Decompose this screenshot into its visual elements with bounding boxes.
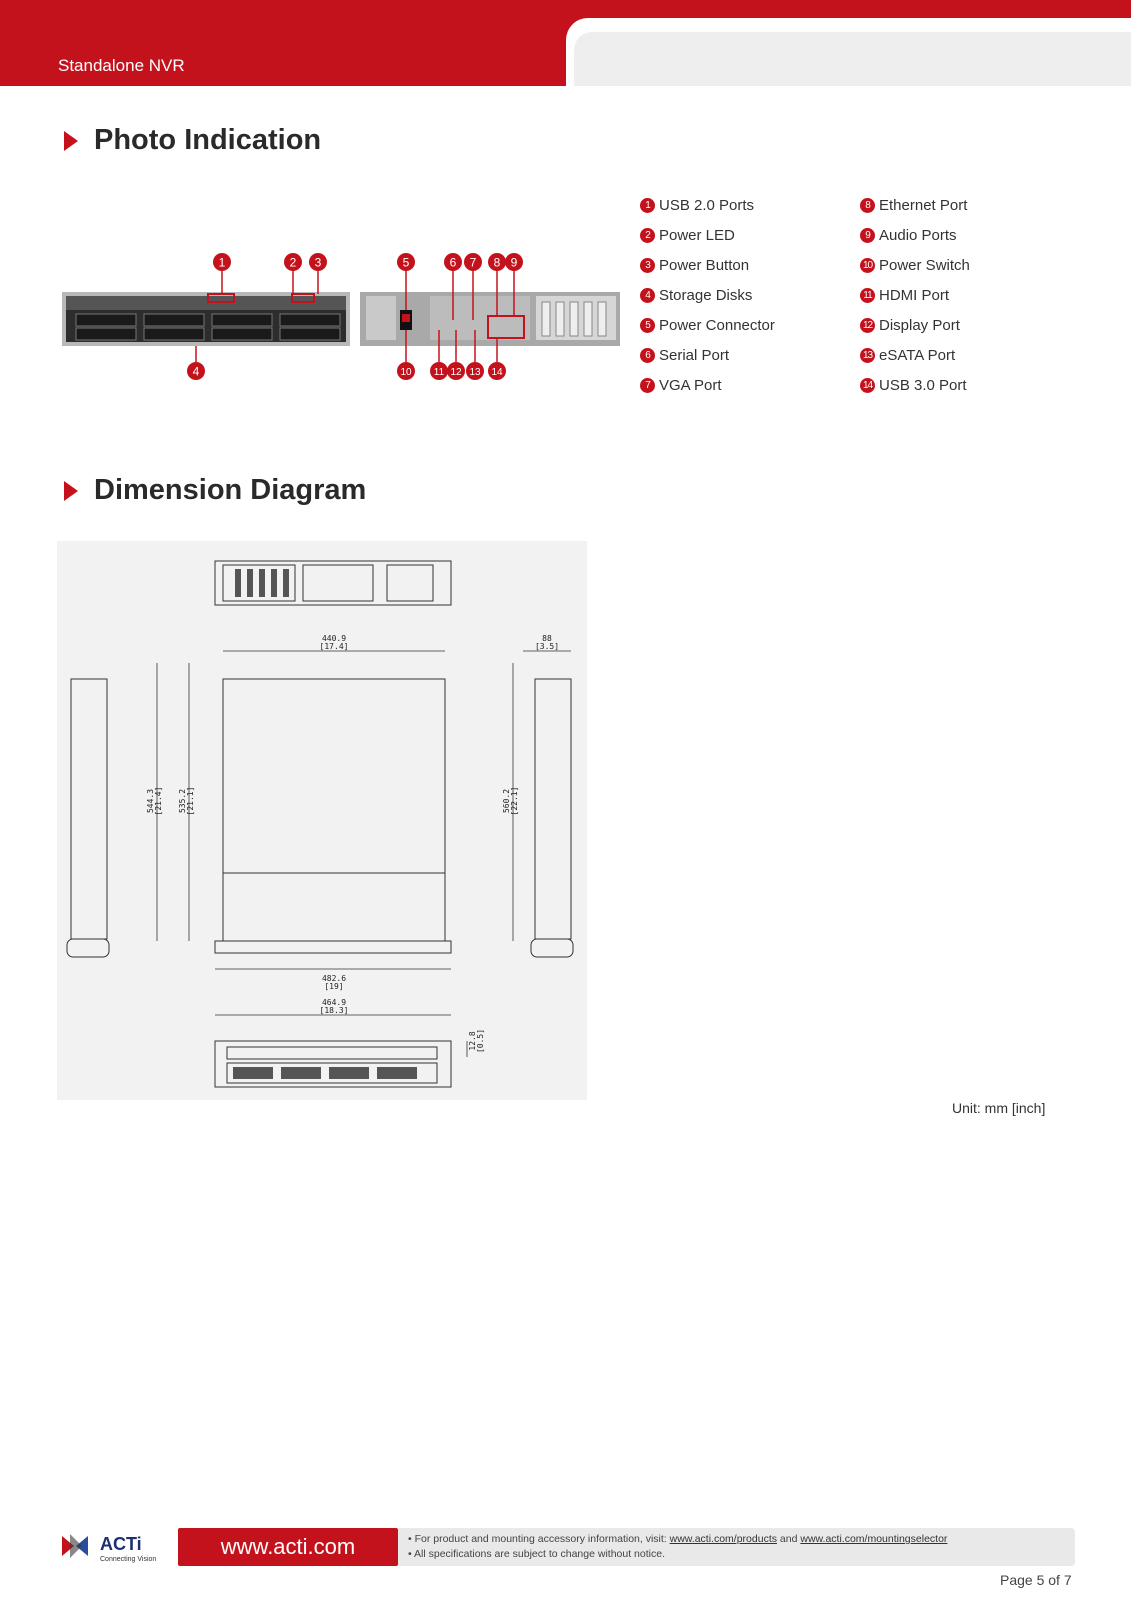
- dimension-diagram-heading: Dimension Diagram: [64, 474, 366, 507]
- dim-label: 464.9: [321, 998, 347, 1007]
- legend-item: 13 eSATA Port: [860, 340, 970, 370]
- callout-label: 13: [469, 367, 481, 378]
- legend-item: 11 HDMI Port: [860, 280, 970, 310]
- dim-label: 482.6: [321, 974, 347, 983]
- photo-indication-heading: Photo Indication: [64, 124, 321, 157]
- legend-item: 14 USB 3.0 Port: [860, 370, 970, 400]
- legend-item: 9 Audio Ports: [860, 220, 970, 250]
- callout-label: 14: [491, 367, 503, 378]
- dim-label: 535.2: [178, 788, 187, 814]
- callout-label: 9: [510, 255, 518, 270]
- callout-label: 10: [400, 367, 412, 378]
- dim-label: 440.9: [321, 634, 347, 643]
- mounting-selector-link[interactable]: www.acti.com/mountingselector: [800, 1533, 948, 1545]
- arrow-icon: [64, 131, 78, 151]
- callout-label: 12: [450, 367, 462, 378]
- dim-label: [0.5]: [476, 1028, 485, 1054]
- legend-item: 5 Power Connector: [640, 310, 775, 340]
- callout-label: 1: [218, 255, 226, 270]
- dim-label: [22.1]: [510, 786, 519, 816]
- callout-label: 5: [402, 255, 410, 270]
- dim-label: [3.5]: [534, 642, 560, 651]
- dimension-drawing: [57, 541, 587, 1100]
- callout-label: 11: [433, 367, 445, 378]
- front-panel-photo: [62, 250, 352, 390]
- legend-left: [640, 190, 775, 400]
- legend-item: 1 USB 2.0 Ports: [640, 190, 775, 220]
- dim-label: [21.1]: [186, 786, 195, 816]
- dim-label: [21.4]: [154, 786, 163, 816]
- dim-label: [19]: [324, 982, 344, 991]
- products-link[interactable]: www.acti.com/products: [669, 1533, 777, 1545]
- header-tab: [566, 18, 1131, 86]
- rear-panel-photo: [360, 250, 622, 390]
- unit-note: Unit: mm [inch]: [952, 1100, 1046, 1116]
- header-title: Standalone NVR: [58, 56, 185, 75]
- legend-item: 4 Storage Disks: [640, 280, 775, 310]
- brand-tagline: Connecting Vision: [100, 1556, 157, 1563]
- page-header: [0, 0, 1131, 86]
- acti-logo: [62, 1528, 172, 1569]
- callout-label: 3: [314, 255, 322, 270]
- dim-label: [17.4]: [319, 642, 349, 651]
- dim-label: [18.3]: [319, 1006, 349, 1015]
- brand-name: ACTi: [100, 1534, 142, 1554]
- arrow-icon: [64, 481, 78, 501]
- dim-label: 88: [542, 634, 552, 643]
- legend-item: 3 Power Button: [640, 250, 775, 280]
- callout-label: 2: [289, 255, 297, 270]
- legend-right: [860, 190, 970, 400]
- callout-label: 6: [449, 255, 457, 270]
- callout-label: 4: [192, 364, 200, 379]
- callout-label: 8: [493, 255, 501, 270]
- callout-label: 7: [469, 255, 477, 270]
- legend-item: 6 Serial Port: [640, 340, 775, 370]
- legend-item: 8 Ethernet Port: [860, 190, 970, 220]
- legend-item: 7 VGA Port: [640, 370, 775, 400]
- legend-item: 2 Power LED: [640, 220, 775, 250]
- dim-label: 560.2: [502, 788, 511, 814]
- dim-label: 544.3: [146, 788, 155, 814]
- legend-item: 12 Display Port: [860, 310, 970, 340]
- footer-url-link[interactable]: www.acti.com: [178, 1528, 398, 1566]
- dimension-diagram: [57, 541, 587, 1100]
- dim-label: 12.8: [468, 1031, 477, 1051]
- page-number: Page 5 of 7: [1000, 1572, 1072, 1588]
- legend-item: 10 Power Switch: [860, 250, 970, 280]
- footer-notes: • For product and mounting accessory information, visit: www.acti.com/products and www.acti.com/mountingselector • All specifications are subject to change without notice.: [398, 1528, 1075, 1566]
